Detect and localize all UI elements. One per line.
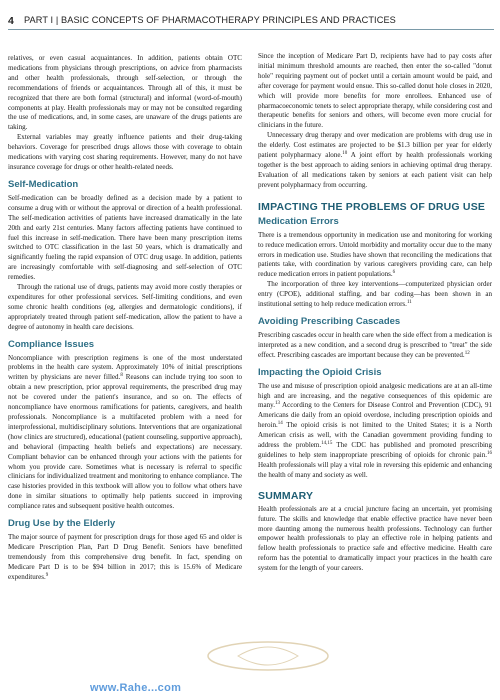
paragraph: Health professionals are at a crucial juncture facing an uncertain, yet promising future. The skills and knowledge that enable effective practice have never been more daunting among the numerous health professions. Technology can further empower health professionals to play an effective role in helping patients and fellow health professionals to practice safe and effective medicine. Health care reform has the potential to dramatically impact your practices in the health care system for the length of your careers.	[258, 504, 492, 573]
citation: 9	[45, 572, 49, 578]
section-heading: Impacting the Opioid Crisis	[258, 366, 382, 378]
citation: 14	[277, 421, 283, 427]
paragraph	[8, 533, 242, 583]
text-run: Noncompliance with prescription regimens is one of the most understated problems in the health care system. Approximately 10% of initial prescriptions written by physicians are never filled.	[8, 353, 242, 382]
paragraph: relatives, or even casual acquaintances. In addition, patients obtain OTC medications from physicians through prescriptions, on advice from pharmacists and other health professionals, through self-selection, or through the recommendations of friends or acquaintances. Through all of this, it must be recognized that there are both formal (structural) and informal (word-of-mouth) components at play. Health professionals may or may not be consulted regarding the use of medications, and, in some cases, are unaware of the drugs patients are taking.	[8, 54, 242, 132]
text-run: Unnecessary drug therapy and over medication are problems with drug use in the elderly. Cost estimates are projected to be $1.3 billion per year for elderly patient polypharmacy alone.	[258, 131, 492, 160]
citation: 12	[464, 350, 470, 356]
paragraph	[8, 354, 242, 513]
text-run: According to the Centers for Disease Control and Prevention (CDC), 91 Americans die daily from an opioid overdose, including prescription opioids and heroin.	[258, 401, 492, 430]
header-rule	[8, 29, 494, 30]
major-heading: IMPACTING THE PROBLEMS OF DRUG USE	[258, 200, 486, 213]
citation: 6	[392, 270, 396, 276]
paragraph: Since the inception of Medicare Part D, recipients have had to pay costs after initial minimum threshold amounts are reached, then enter the so-called "donut hole" requiring payment out of pocket until a certain amount would be paid, and after coverage for payment would ensue. This so-called donut hole closes in 2020, which will provide more benefits for more enrollees. Enhanced use of pharmacoeconomic tenets to select appropriate therapy, while considering cost and therapeutic benefits for seniors and others, will become even more crucial for clinicians in the future.	[258, 52, 492, 130]
paragraph: Through the rational use of drugs, patients may avoid more costly therapies or expenditures for other professional services. Self-limiting conditions, and even some chronic health conditions (eg, allergies and dermatologic conditions), if appropriately treated through patient self-medication, allow the patient to have a degree of autonomy in health care decisions.	[8, 283, 242, 331]
page-header	[0, 0, 500, 52]
paragraph	[258, 231, 492, 281]
citation: 14,15	[321, 441, 333, 447]
paragraph	[258, 331, 492, 361]
paragraph	[258, 382, 492, 481]
citation: 10	[342, 151, 348, 157]
text-run: There is a tremendous opportunity in medication use and monitoring for working to reduce medication errors. Untold morbidity and mortality occur due to the many errors in medication use. Studies have shown that reconciling the medications that patients take, with coordination by various caregivers providing care, can help reduce medication errors in patient populations.	[258, 230, 492, 279]
text-run: Health professionals will play a vital role in reversing this epidemic and enhancing the health of many and society as well.	[258, 460, 492, 479]
section-heading: Drug Use by the Elderly	[8, 518, 116, 530]
text-run: Reasons can include trying too soon to obtain a new prescription, prior approval requirements, the prescribed drug may not be covered under the patient's insurance, and so on. The effects of noncompliance have enormous ramifications for patients, caregivers, and health professionals. Noncompliance is a multifaceted problem with a need for interprofessional, multidisciplinary solutions. Interventions that are organizational (how clinics are structured), educational (patient counseling, supportive approach), and behavioral (impacting health beliefs and expectations) are necessary. Compliant behavior can be enhanced through your actions with the patients for whom you provide care. Sometimes what is necessary is referral to specific clinicians for individualized treatment and monitoring to enhance compliance. The case histories provided in this textbook will allow you to follow what others have done in similar situations to optimally help patients succeed in improving compliance rates and subsequent positive health outcomes.	[8, 373, 242, 511]
text-run: The CDC has published and promoted prescribing guidelines to help stem inappropriate prescribing of opioids for chronic pain.	[258, 441, 492, 459]
citation: 16	[487, 451, 492, 456]
paragraph: External variables may greatly influence patients and their drug-taking behaviors. Coverage for prescribed drugs allows those with coverage to obtain medications with varying cost sharing requirements. However, many do not have insurance coverage for drugs or other health-related needs.	[8, 133, 242, 171]
paragraph: Self-medication can be broadly defined as a decision made by a patient to consume a drug with or without the approval or direction of a health professional. The self-medication activities of patients have increased dramatically in the late 20th and early 21st centuries. Many factors affecting patients have continued to fuel this increase in self-medication. There have been many prescription items switched to OTC classification in the last 50 years, which is dramatically and significantly fueling the rapid expansion of OTC drug usage. In addition, patients are increasingly comfortable with self-diagnosing and self-selection of OTC remedies.	[8, 193, 242, 282]
page-number: 4	[8, 15, 14, 27]
text-run: The use and misuse of prescription opioid analgesic medications are at an all-time high and are increasing, and the negative consequences of this epidemic are many.	[258, 381, 492, 410]
section-heading: Self-Medication	[8, 178, 79, 190]
text-run: The incorporation of three key interventions—computerized physician order entry (CPOE), additional staffing, and bar coding—has been shown in an institutional setting to help reduce medication errors.	[258, 280, 492, 309]
paragraph	[258, 280, 492, 310]
text-run: The opioid crisis is not limited to the United States; it is a North American crisis as well, with the Canadian government providing funding to address the problem.	[258, 421, 492, 450]
running-title: PART I | BASIC CONCEPTS OF PHARMACOTHERAPY PRINCIPLES AND PRACTICES	[24, 15, 396, 25]
right-column	[258, 52, 492, 574]
paragraph	[258, 131, 492, 190]
watermark-text: www.Rahe...com	[90, 682, 182, 694]
left-column	[8, 54, 242, 583]
section-heading: Avoiding Prescribing Cascades	[258, 315, 401, 327]
section-heading: Medication Errors	[258, 215, 339, 227]
citation: 13	[274, 401, 280, 407]
text-run: A joint effort by health professionals working together is the best approach to aiding seniors in achieving optimal drug therapy. Evaluation of all medications taken by seniors at each patient visit can help prevent polypharmacy from occurring.	[258, 151, 493, 189]
watermark-logo-icon	[168, 636, 368, 676]
section-heading: Compliance Issues	[8, 338, 95, 350]
text-run: Prescribing cascades occur in health care when the side effect from a medication is interpreted as a new condition, and a second drug is prescribed to "treat" the side effect. Prescribing cascades are important because they can be prevented.	[258, 330, 492, 359]
text-run: The major source of payment for prescription drugs for those aged 65 and older is Medicare Prescription Plan, Part D Drug Benefit. Seniors have benefitted tremendously from this comprehensive drug benefit. In fact, spending on Medicare Part D is to be $94 billion in 2017; this is 15.6% of Medicare expenditures.	[8, 533, 242, 581]
major-heading: SUMMARY	[258, 489, 314, 502]
citation: 11	[406, 300, 412, 306]
citation: 8	[120, 373, 123, 379]
